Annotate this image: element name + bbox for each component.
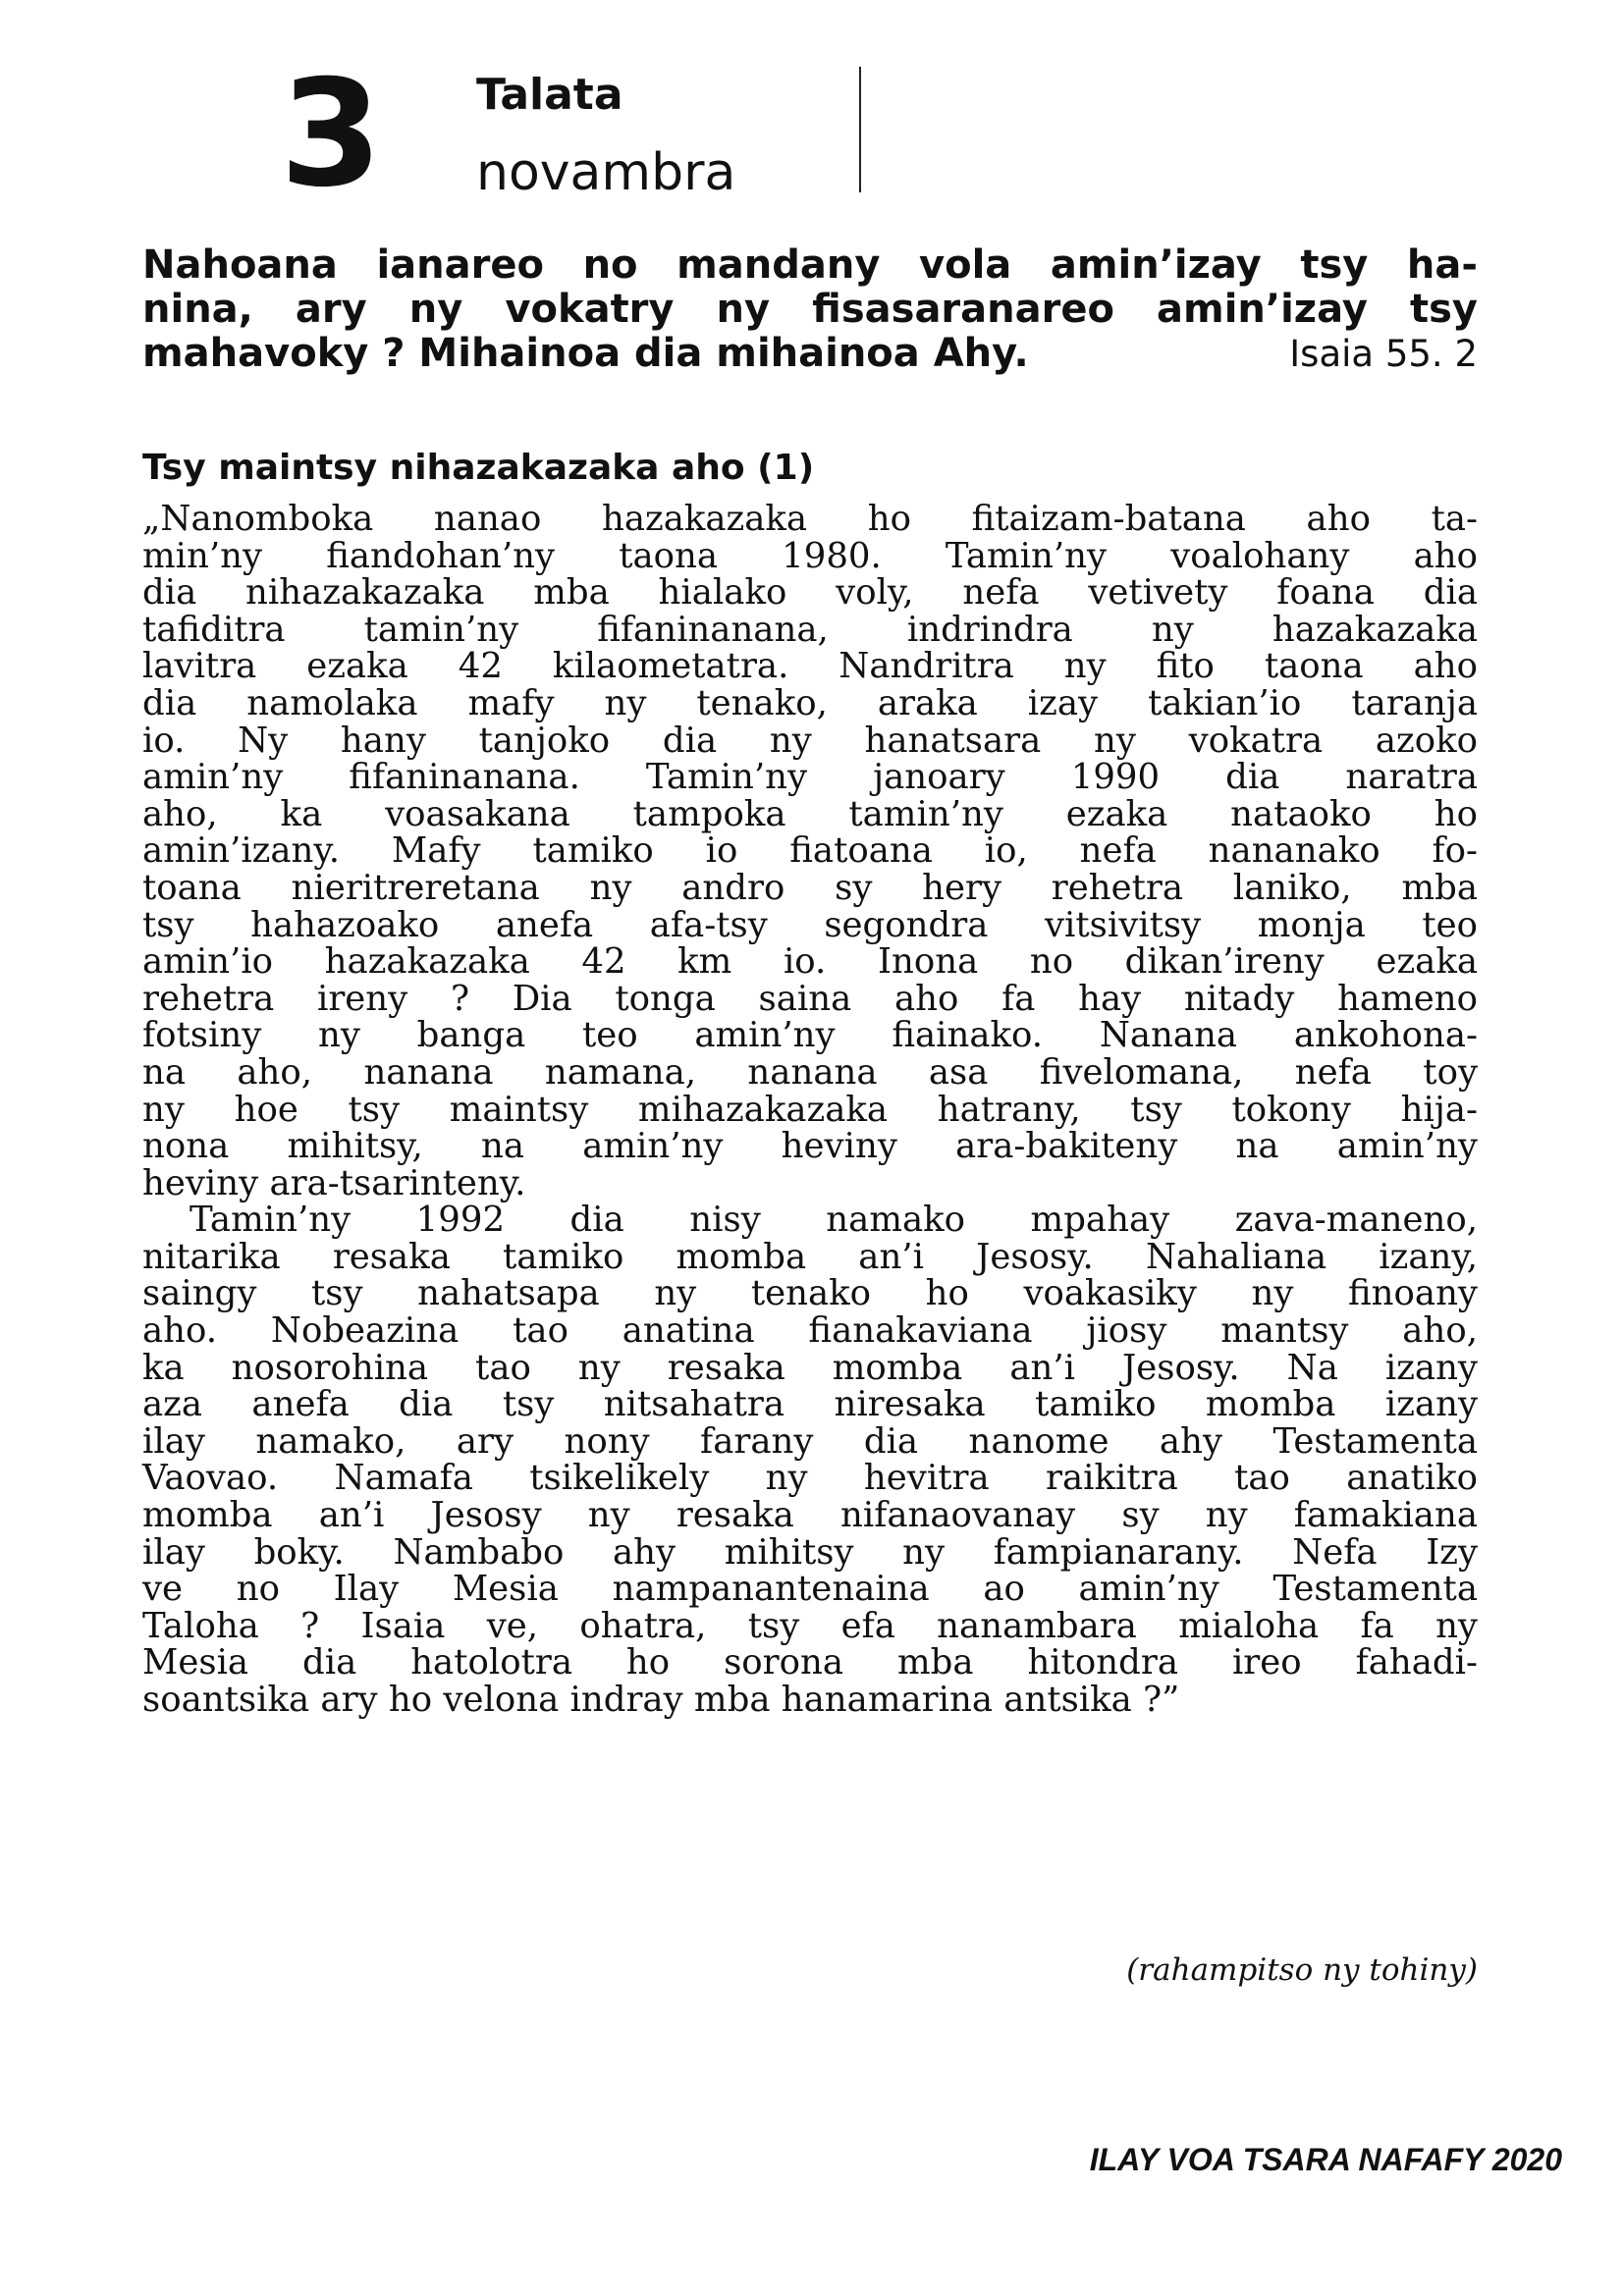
article-line: Tamin’ny 1992 dia nisy namako mpahay zava-maneno, <box>189 1200 1478 1241</box>
article-line: aho. Nobeazina tao anatina fianakaviana jiosy mantsy aho, <box>142 1310 1478 1352</box>
article-line: amin’ny fifaninanana. Tamin’ny janoary 1990 dia naratra <box>142 757 1478 798</box>
article-line: io. Ny hany tanjoko dia ny hanatsara ny vokatra azoko <box>142 720 1478 761</box>
article-line: aho, ka voasakana tampoka tamin’ny ezaka nataoko ho <box>142 793 1478 834</box>
verse-line: nina, ary ny vokatry ny fisasaranareo amin’izay tsy <box>142 287 1478 332</box>
article-line: Taloha ? Isaia ve, ohatra, tsy efa nanambara mialoha fa ny <box>142 1605 1478 1646</box>
daily-verse <box>142 243 1478 376</box>
article-line: amin’io hazakazaka 42 km io. Inona no dikan’ireny ezaka <box>142 941 1478 983</box>
article-line: Mesia dia hatolotra ho sorona mba hitondra ireo fahadi- <box>142 1642 1478 1683</box>
article-line: ka nosorohina tao ny resaka momba an’i Jesosy. Na izany <box>142 1347 1478 1388</box>
article-line: ilay boky. Nambabo ahy mihitsy ny fampianarany. Nefa Izy <box>142 1531 1478 1573</box>
article-title: Tsy maintsy nihazakazaka aho (1) <box>142 448 815 488</box>
continuation-note: (rahampitso ny tohiny) <box>1126 1952 1478 1988</box>
article-line: aza anefa dia tsy nitsahatra niresaka tamiko momba izany <box>142 1384 1478 1425</box>
article-line: amin’izany. Mafy tamiko io fiatoana io, nefa nananako fo- <box>142 830 1478 872</box>
article-line: tsy hahazoako anefa afa-tsy segondra vitsivitsy monja teo <box>142 904 1478 945</box>
article-line: „Nanomboka nanao hazakazaka ho fitaizam-batana aho ta- <box>142 499 1478 539</box>
article-line: heviny ara-tsarinteny. <box>142 1162 526 1203</box>
article-line: ve no Ilay Mesia nampanantenaina ao amin’ny Testamenta <box>142 1569 1478 1610</box>
month-label: novambra <box>476 143 736 202</box>
article-line: dia namolaka mafy ny tenako, araka izay takian’io taranja <box>142 682 1478 723</box>
article-line: nitarika resaka tamiko momba an’i Jesosy. Nahaliana izany, <box>142 1236 1478 1277</box>
verse-reference: Isaia 55. 2 <box>1289 333 1478 375</box>
verse-line: Nahoana ianareo no mandany vola amin’izay tsy ha- <box>142 242 1478 288</box>
day-number: 3 <box>280 49 379 220</box>
article-line: momba an’i Jesosy ny resaka nifanaovanay sy ny famakiana <box>142 1495 1478 1536</box>
article-line: tafiditra tamin’ny fifaninanana, indrindra ny hazakazaka <box>142 609 1478 650</box>
article-line: toana nieritreretana ny andro sy hery rehetra laniko, mba <box>142 867 1478 908</box>
article-body <box>142 501 1478 1719</box>
verse-line-text: mahavoky ? Mihainoa dia mihainoa Ahy. <box>142 331 1029 376</box>
article-line: ilay namako, ary nony farany dia nanome ahy Testamenta <box>142 1420 1478 1462</box>
verse-line-last <box>142 332 1478 376</box>
weekday-label: Talata <box>476 70 623 120</box>
article-line: lavitra ezaka 42 kilaometatra. Nandritra ny fito taona aho <box>142 646 1478 687</box>
article-line: nona mihitsy, na amin’ny heviny ara-bakiteny na amin’ny <box>142 1126 1478 1167</box>
article-line: fotsiny ny banga teo amin’ny fiainako. Nanana ankohona- <box>142 1015 1478 1056</box>
article-line: dia nihazakazaka mba hialako voly, nefa vetivety foana dia <box>142 572 1478 614</box>
article-line: ny hoe tsy maintsy mihazakazaka hatrany, tsy tokony hija- <box>142 1089 1478 1130</box>
article-line: soantsika ary ho velona indray mba hanamarina antsika ?” <box>142 1680 1180 1720</box>
article-line: rehetra ireny ? Dia tonga saina aho fa hay nitady hameno <box>142 978 1478 1019</box>
article-line: Vaovao. Namafa tsikelikely ny hevitra raikitra tao anatiko <box>142 1458 1478 1499</box>
header-divider <box>859 67 861 192</box>
publication-footer: ILAY VOA TSARA NAFAFY 2020 <box>1089 2142 1562 2177</box>
article-line: min’ny fiandohan’ny taona 1980. Tamin’ny voalohany aho <box>142 535 1478 576</box>
article-line: na aho, nanana namana, nanana asa fivelomana, nefa toy <box>142 1051 1478 1093</box>
article-line: saingy tsy nahatsapa ny tenako ho voakasiky ny finoany <box>142 1273 1478 1314</box>
